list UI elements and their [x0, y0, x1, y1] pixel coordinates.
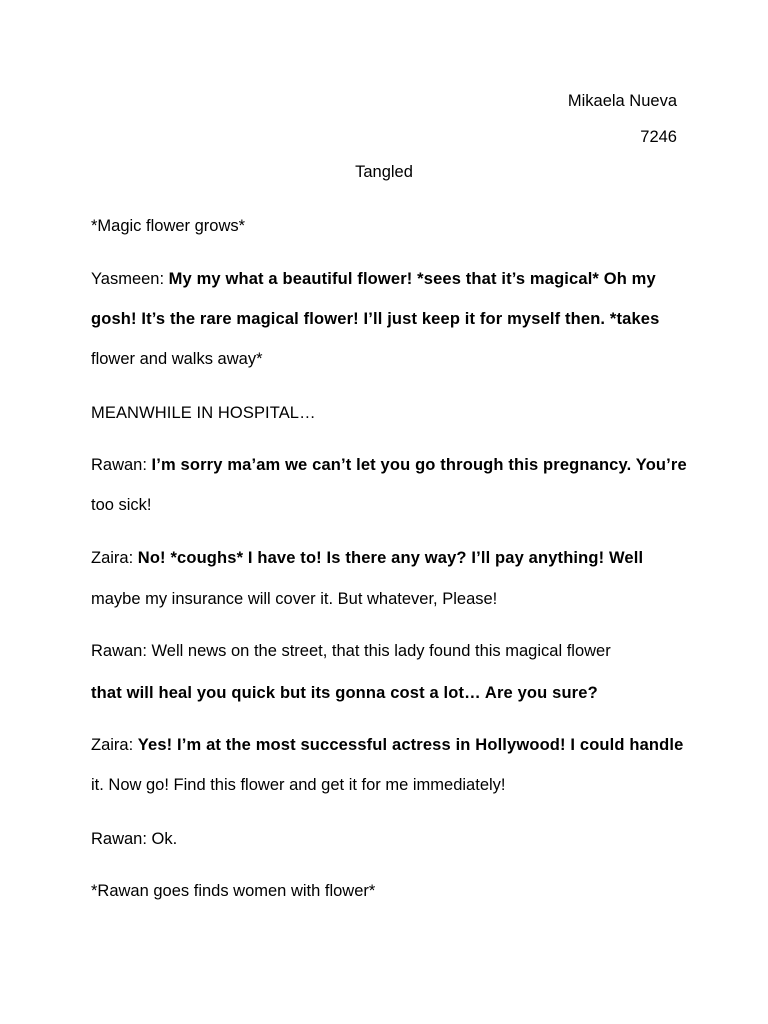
dialogue-line-rawan-3: Rawan: Well news on the street, that this lady found this magical flower: [91, 642, 611, 660]
stage-direction-magic-flower: *Magic flower grows*: [91, 217, 246, 235]
document-title: Tangled: [355, 163, 413, 181]
dialogue-text: My my what a beautiful flower! *sees that it’s magical* Oh my: [168, 270, 656, 288]
dialogue-line-zaira-3: [91, 735, 683, 755]
dialogue-line-yasmeen-2: [91, 309, 659, 329]
dialogue-line-rawan-4: [91, 683, 598, 703]
dialogue-line-rawan-5: Rawan: Ok.: [91, 830, 178, 848]
speaker-yasmeen: Yasmeen:: [91, 270, 169, 288]
speaker-zaira: Zaira:: [91, 736, 138, 754]
dialogue-line-rawan-2: too sick!: [91, 496, 152, 514]
student-number: 7246: [640, 128, 677, 146]
dialogue-line-zaira-4: it. Now go! Find this flower and get it for me immediately!: [91, 776, 506, 794]
dialogue-line-yasmeen-3: flower and walks away*: [91, 350, 263, 368]
dialogue-text: that will heal you quick but its gonna cost a lot… Are you sure?: [91, 684, 598, 702]
dialogue-text: I’m sorry ma’am we can’t let you go through this pregnancy. You’re: [151, 456, 687, 474]
dialogue-text: No! *coughs* I have to! Is there any way? I’ll pay anything! Well: [137, 549, 644, 567]
dialogue-line-zaira-2: maybe my insurance will cover it. But whatever, Please!: [91, 590, 498, 608]
dialogue-text: gosh! It’s the rare magical flower! I’ll just keep it for myself then. *takes: [91, 310, 660, 328]
speaker-zaira: Zaira:: [91, 549, 138, 567]
author-name: Mikaela Nueva: [567, 92, 677, 110]
scene-heading-hospital: MEANWHILE IN HOSPITAL…: [91, 404, 316, 422]
speaker-rawan: Rawan:: [91, 456, 152, 474]
dialogue-line-rawan-1: [91, 455, 687, 475]
dialogue-text: Yes! I’m at the most successful actress in Hollywood! I could handle: [137, 736, 684, 754]
stage-direction-rawan-finds: *Rawan goes finds women with flower*: [91, 882, 376, 900]
dialogue-line-yasmeen-1: [91, 269, 656, 289]
dialogue-line-zaira-1: [91, 548, 643, 568]
